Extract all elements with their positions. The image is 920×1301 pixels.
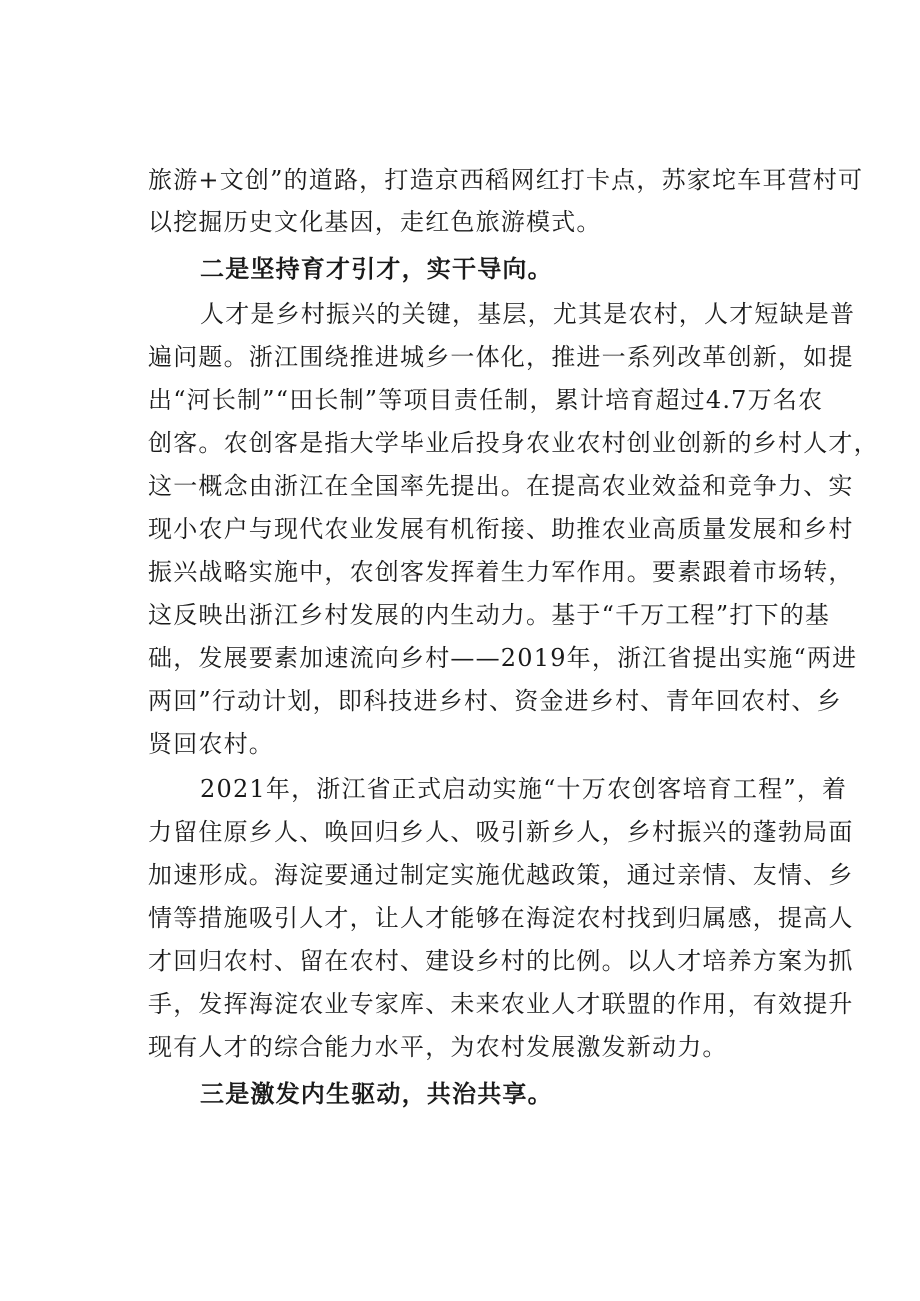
paragraph-line: 础，发展要素加速流向乡村——2019年，浙江省提出实施“两进 xyxy=(148,644,858,672)
paragraph-line: 创客。农创客是指大学毕业后投身农业农村创业创新的乡村人才， xyxy=(148,429,879,457)
paragraph-line: 情等措施吸引人才，让人才能够在海淀农村找到归属感，提高人 xyxy=(148,904,854,932)
section-heading-2: 二是坚持育才引才，实干导向。 xyxy=(200,254,553,283)
paragraph-line: 人才是乡村振兴的关键，基层，尤其是农村，人才短缺是普 xyxy=(200,300,856,328)
paragraph-line: 贤回农村。 xyxy=(148,730,274,758)
paragraph-line: 现小农户与现代农业发展有机衔接、助推农业高质量发展和乡村 xyxy=(148,515,854,543)
paragraph-line: 加速形成。海淀要通过制定实施优越政策，通过亲情、友情、乡 xyxy=(148,861,854,889)
paragraph-line: 这反映出浙江乡村发展的内生动力。基于“千万工程”打下的基 xyxy=(148,601,831,629)
paragraph-line: 振兴战略实施中，农创客发挥着生力军作用。要素跟着市场转， xyxy=(148,558,854,586)
paragraph-line: 力留住原乡人、唤回归乡人、吸引新乡人，乡村振兴的蓬勃局面 xyxy=(148,818,854,846)
section-heading-3: 三是激发内生驱动，共治共享。 xyxy=(200,1079,553,1108)
paragraph-line: 现有人才的综合能力水平，为农村发展激发新动力。 xyxy=(148,1033,728,1061)
paragraph-line: 出“河长制”“田长制”等项目责任制，累计培育超过4.7万名农 xyxy=(148,386,824,414)
paragraph-line: 遍问题。浙江围绕推进城乡一体化，推进一系列改革创新，如提 xyxy=(148,343,854,371)
paragraph-line: 2021年，浙江省正式启动实施“十万农创客培育工程”，着 xyxy=(200,775,848,803)
paragraph-line: 手，发挥海淀农业专家库、未来农业人才联盟的作用，有效提升 xyxy=(148,990,854,1018)
paragraph-line: 才回归农村、留在农村、建设乡村的比例。以人才培养方案为抓 xyxy=(148,947,854,975)
paragraph-line: 这一概念由浙江在全国率先提出。在提高农业效益和竞争力、实 xyxy=(148,472,854,500)
paragraph-line: 以挖掘历史文化基因，走红色旅游模式。 xyxy=(148,208,602,236)
paragraph-line: 旅游+文创”的道路，打造京西稻网红打卡点，苏家坨车耳营村可 xyxy=(148,166,864,194)
paragraph-line: 两回”行动计划，即科技进乡村、资金进乡村、青年回农村、乡 xyxy=(148,687,842,715)
